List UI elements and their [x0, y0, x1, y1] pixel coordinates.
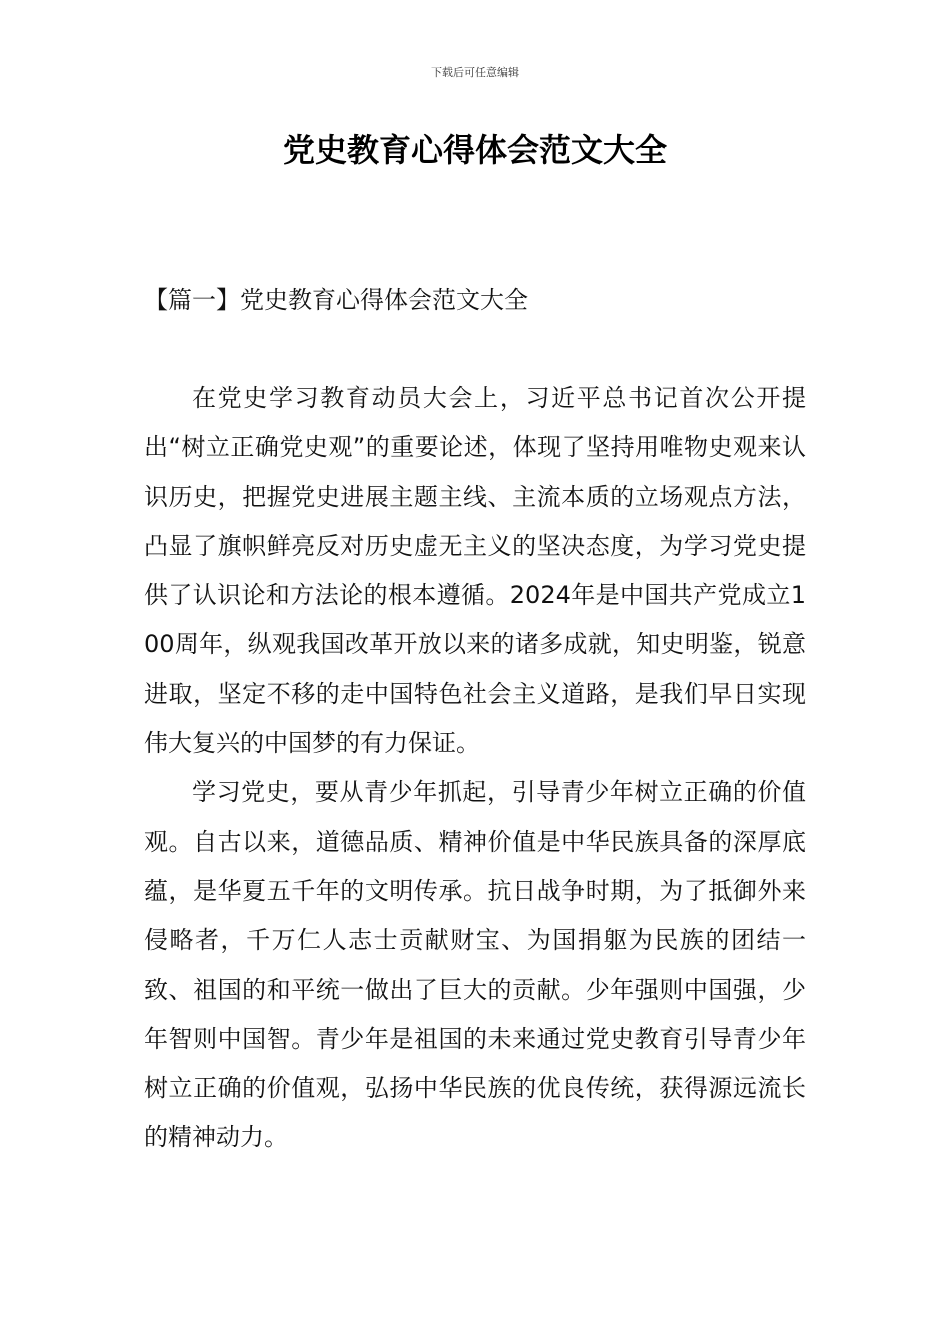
document-title: 党史教育心得体会范文大全 — [282, 131, 667, 169]
body-paragraph-2: 学习党史，要从青少年抓起，引导青少年树立正确的价值观。自古以来，道德品质、精神价值是中华民族具备的深厚底蕴，是华夏五千年的文明传承。抗日战争时期，为了抵御外来侵略者，千万仁人志士贡献财宝、为国捐躯为民族的团结一致、祖国的和平统一做出了巨大的贡献。少年强则中国强，少年智则中国智。青少年是祖国的未来通过党史教育引导青少年树立正确的价值观，弘扬中华民族的优良传统，获得源远流长的精神动力。 — [144, 778, 806, 1152]
section-heading: 【篇一】党史教育心得体会范文大全 — [144, 286, 528, 314]
body-paragraph-1: 在党史学习教育动员大会上，习近平总书记首次公开提出“树立正确党史观”的重要论述，体现了坚持用唯物史观来认识历史，把握党史进展主题主线、主流本质的立场观点方法，凸显了旗帜鲜亮反对历史虚无主义的坚决态度，为学习党史提供了认识论和方法论的根本遵循。2024年是中国共产党成立100周年，纵观我国改革开放以来的诸多成就，知史明鉴，锐意进取，坚定不移的走中国特色社会主义道路，是我们早日实现伟大复兴的中国梦的有力保证。 — [144, 384, 806, 758]
header-note: 下载后可任意编辑 — [431, 66, 519, 79]
document-body — [144, 374, 806, 1163]
